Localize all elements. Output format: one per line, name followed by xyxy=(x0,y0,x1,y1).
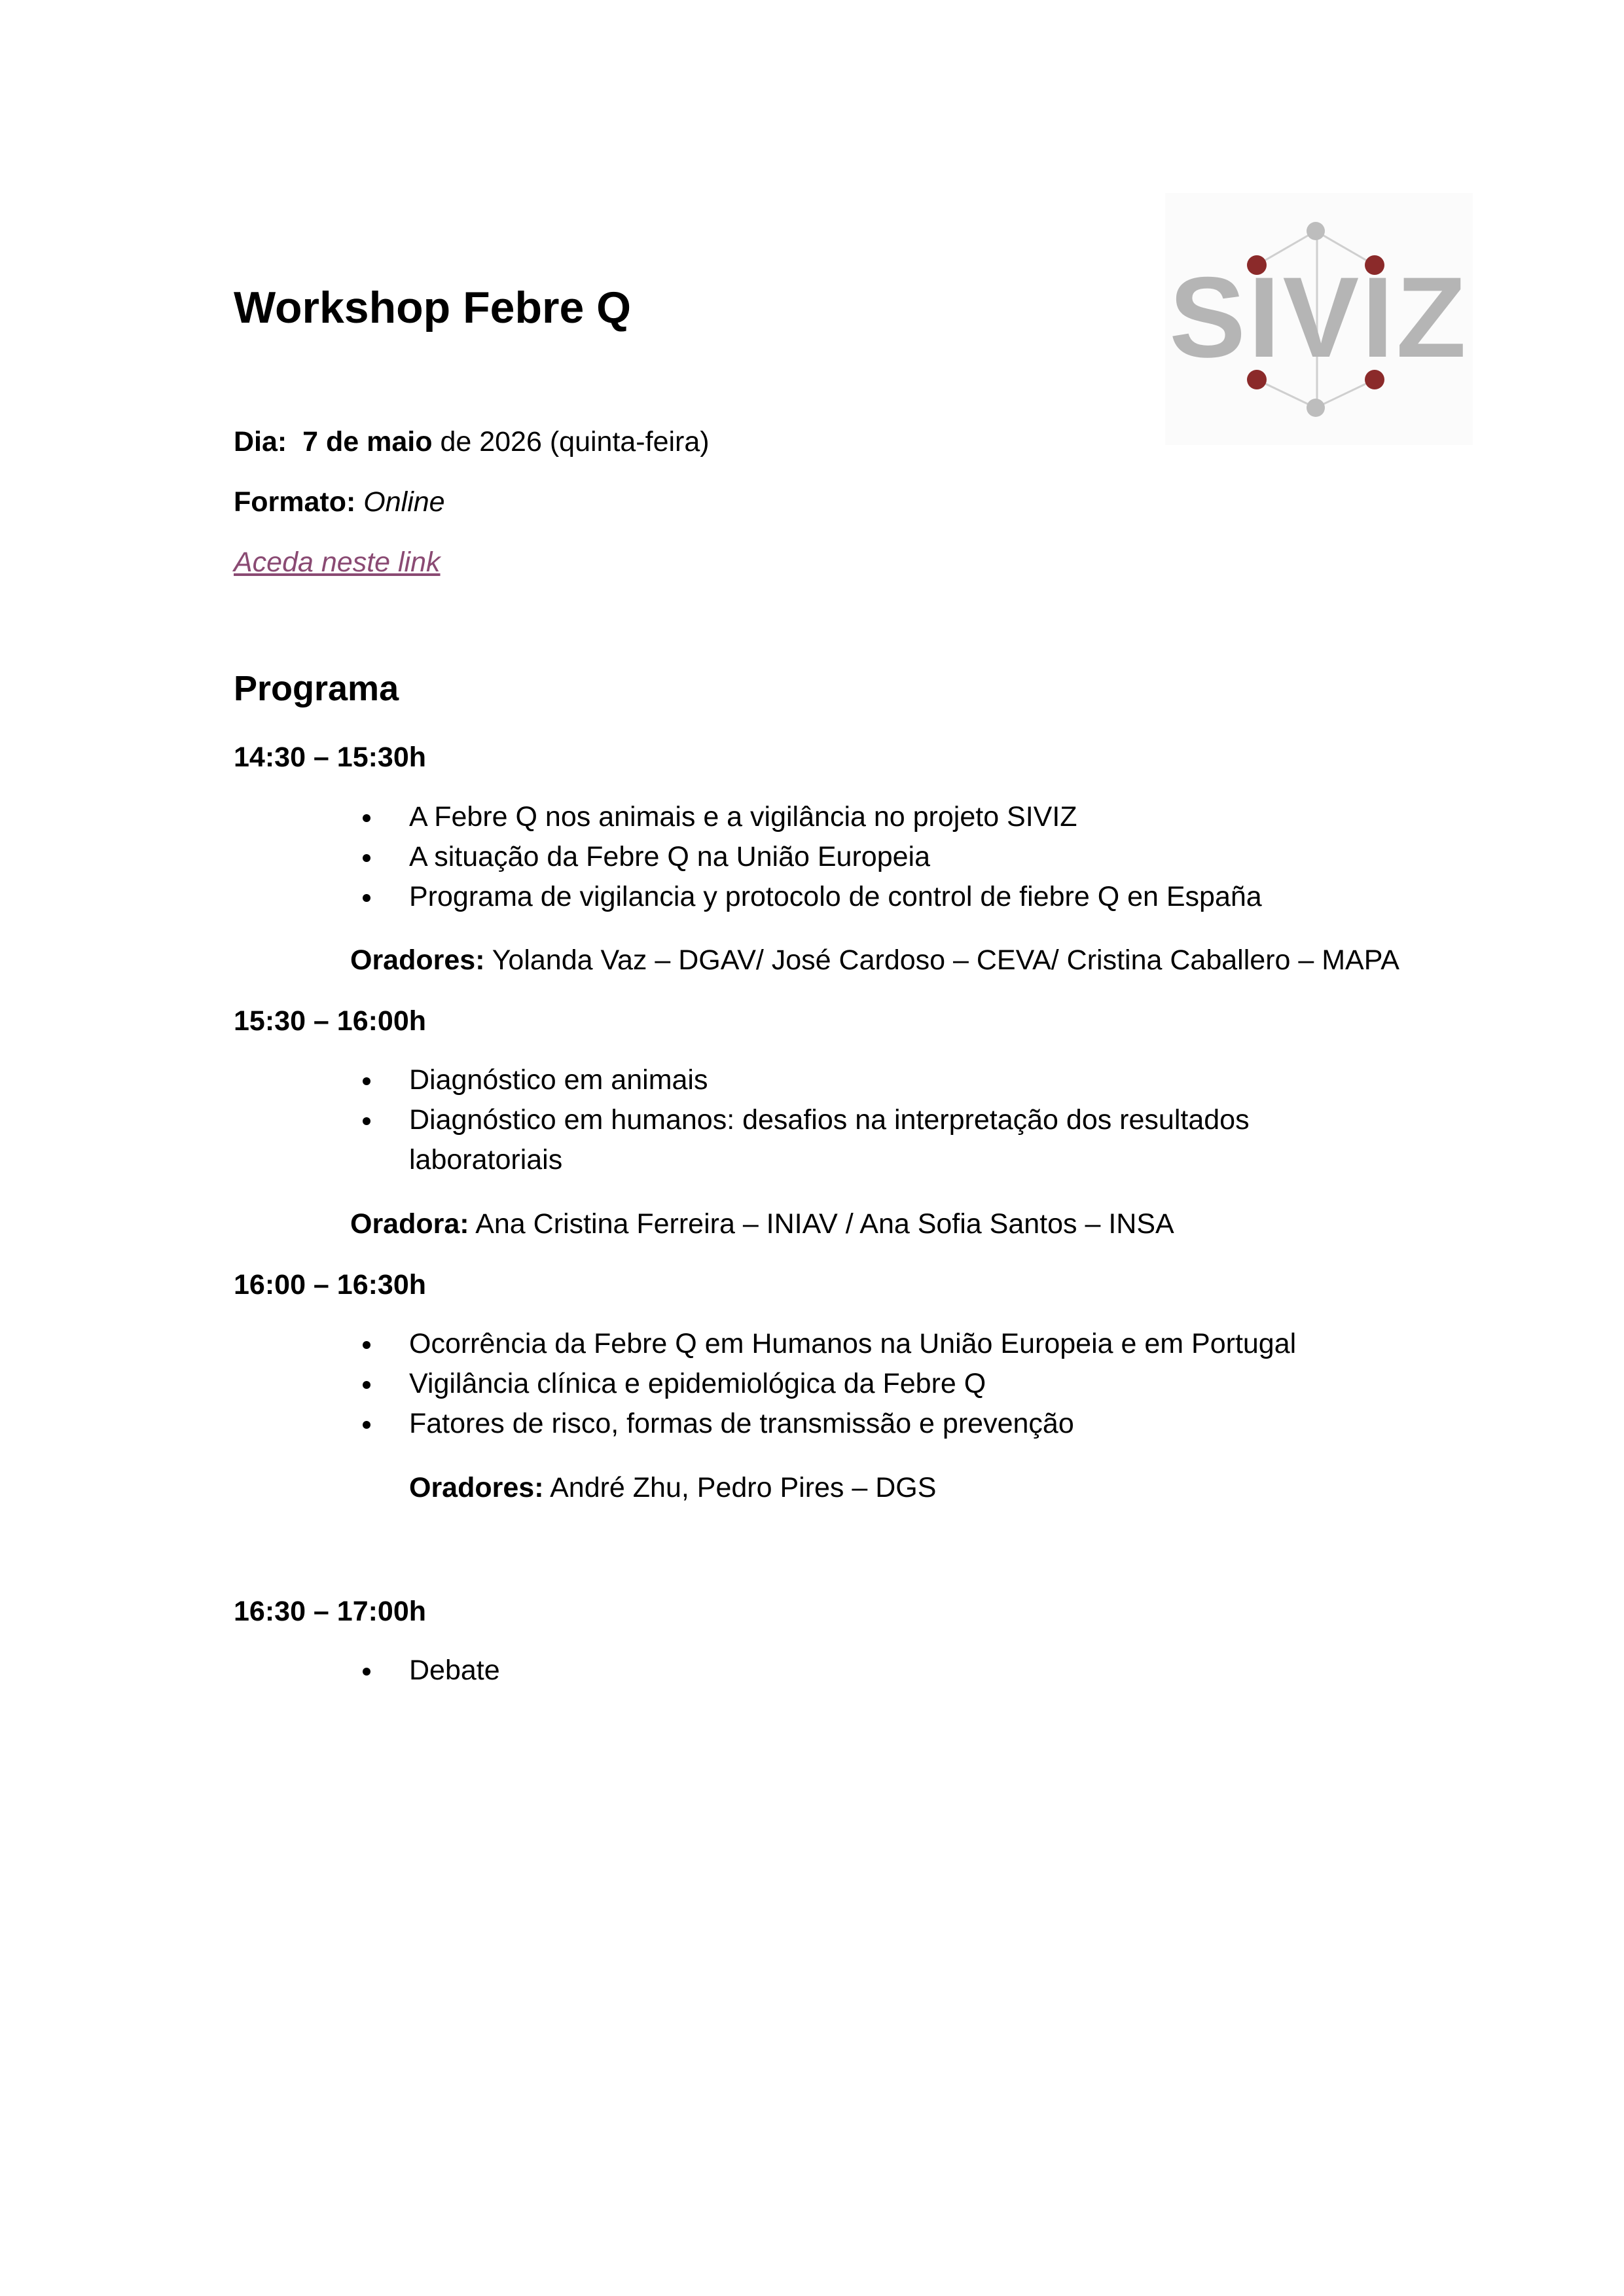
list-item: Vigilância clínica e epidemiológica da Febre Q xyxy=(0,1364,1326,1404)
speakers-names: Yolanda Vaz – DGAV/ José Cardoso – CEVA/ Cristina Caballero – MAPA xyxy=(492,944,1399,976)
list-item: Diagnóstico em humanos: desafios na interpretação dos resultados laboratoriais xyxy=(0,1100,1326,1180)
speakers-label: Oradores: xyxy=(409,1472,544,1503)
date-value: 7 de maio xyxy=(302,426,433,457)
speakers-names: André Zhu, Pedro Pires – DGS xyxy=(550,1472,937,1503)
speakers-label: Oradores: xyxy=(350,944,485,976)
session-time: 15:30 – 16:00h xyxy=(234,1005,427,1037)
session-time: 16:30 – 17:00h xyxy=(234,1596,427,1627)
speakers-label: Oradora: xyxy=(350,1208,469,1240)
session-items xyxy=(0,797,1624,917)
logo-text: SIVIZ xyxy=(1169,254,1469,382)
format-label: Formato: xyxy=(234,486,356,518)
speakers-names: Ana Cristina Ferreira – INIAV / Ana Sofia Santos – INSA xyxy=(475,1208,1174,1240)
access-link[interactable]: Aceda neste link xyxy=(234,547,441,578)
session-items xyxy=(0,1324,1624,1444)
list-item: A situação da Febre Q na União Europeia xyxy=(0,837,1326,877)
session-items xyxy=(0,1060,1624,1180)
link-line xyxy=(234,546,441,580)
session-speakers xyxy=(409,1471,936,1505)
session-time: 14:30 – 15:30h xyxy=(234,742,427,773)
list-item: A Febre Q nos animais e a vigilância no projeto SIVIZ xyxy=(0,797,1326,837)
siviz-logo xyxy=(1165,193,1473,445)
format-value: Online xyxy=(363,486,445,518)
page-title: Workshop Febre Q xyxy=(234,283,632,332)
session-speakers xyxy=(350,1208,1174,1242)
list-item: Debate xyxy=(0,1651,1326,1691)
date-line xyxy=(234,425,710,459)
date-rest: de 2026 (quinta-feira) xyxy=(440,426,710,457)
list-item: Diagnóstico em animais xyxy=(0,1060,1326,1100)
format-line xyxy=(234,486,445,520)
date-label: Dia: xyxy=(234,426,287,457)
session-speakers xyxy=(350,944,1399,978)
program-heading: Programa xyxy=(234,669,399,708)
list-item: Ocorrência da Febre Q em Humanos na União Europeia e em Portugal xyxy=(0,1324,1326,1364)
session-time: 16:00 – 16:30h xyxy=(234,1269,427,1300)
session-items xyxy=(0,1651,1624,1691)
list-item: Fatores de risco, formas de transmissão e prevenção xyxy=(0,1404,1326,1444)
list-item: Programa de vigilancia y protocolo de control de fiebre Q en España xyxy=(0,877,1326,917)
